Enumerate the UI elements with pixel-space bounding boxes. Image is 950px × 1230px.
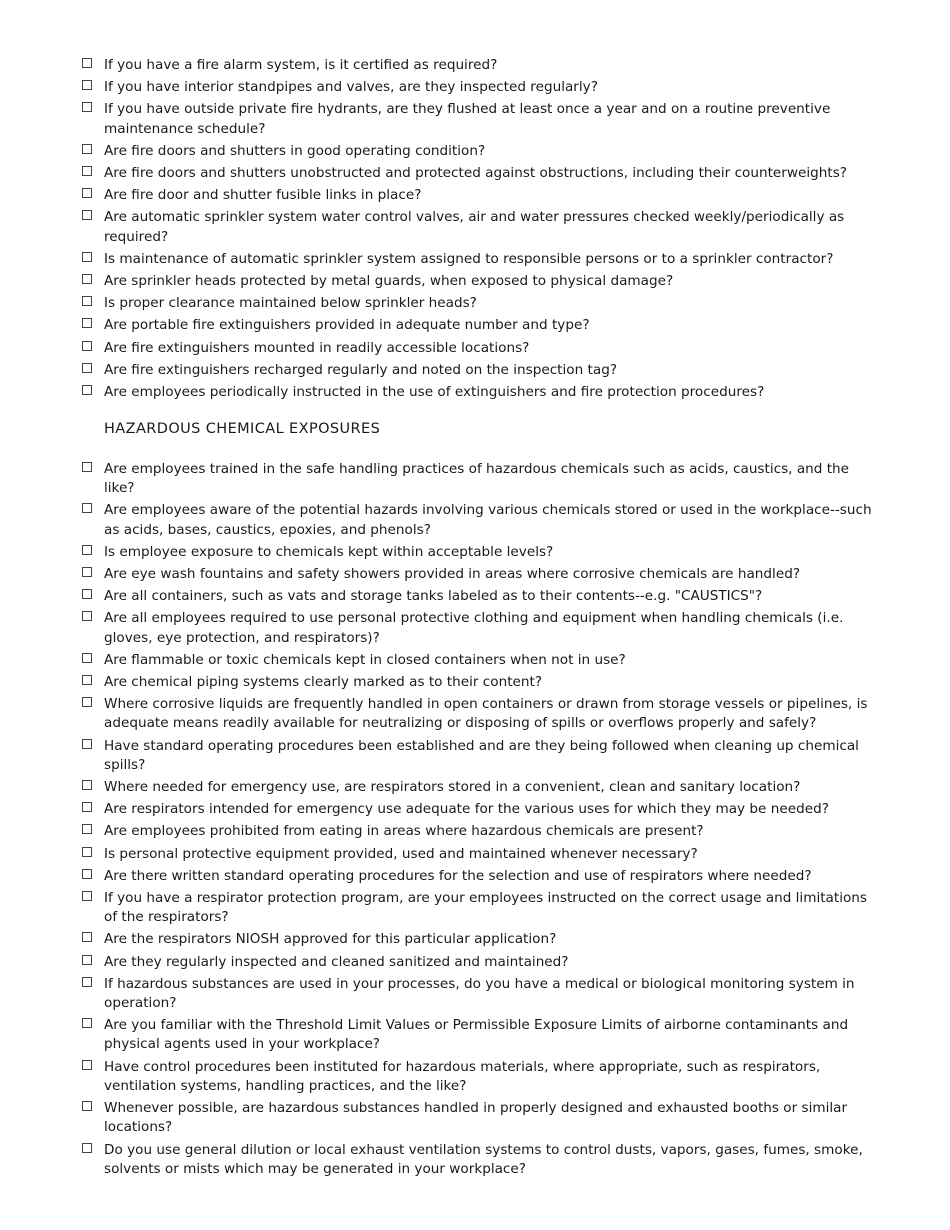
checkbox[interactable] <box>82 144 92 154</box>
checkbox[interactable] <box>82 58 92 68</box>
checkbox[interactable] <box>82 274 92 284</box>
checkbox[interactable] <box>82 210 92 220</box>
fire-protection-checklist <box>82 56 872 405</box>
checklist-item-text: Are flammable or toxic chemicals kept in closed containers when not in use? <box>104 651 626 668</box>
checklist-item-text: Is personal protective equipment provided, used and maintained whenever necessary? <box>104 845 698 862</box>
checklist-item-text: If hazardous substances are used in your processes, do you have a medical or biological monitoring system in operation? <box>104 975 855 1012</box>
checkbox[interactable] <box>82 503 92 513</box>
checklist-item-text: Are employees trained in the safe handling practices of hazardous chemicals such as acids, caustics, and the like? <box>104 461 850 497</box>
checklist-item-text: If you have a fire alarm system, is it certified as required? <box>104 57 498 73</box>
checkbox[interactable] <box>82 891 92 901</box>
checklist-item-text: Are fire doors and shutters unobstructed and protected against obstructions, including their counterweights? <box>104 165 848 182</box>
checkbox[interactable] <box>82 80 92 90</box>
checkbox[interactable] <box>82 385 92 395</box>
section-heading: HAZARDOUS CHEMICAL EXPOSURES <box>104 421 381 437</box>
checkbox[interactable] <box>82 188 92 198</box>
checkbox[interactable] <box>82 802 92 812</box>
checkbox[interactable] <box>82 318 92 328</box>
checklist-item-text: Is proper clearance maintained below sprinkler heads? <box>104 295 477 312</box>
checkbox[interactable] <box>82 363 92 373</box>
checkbox[interactable] <box>82 824 92 834</box>
checklist-item <box>82 339 872 358</box>
checklist-item-text: Are all employees required to use personal protective clothing and equipment when handling chemicals (i.e. gloves, eye protection, and respirators)? <box>104 610 844 646</box>
checklist-item-text: Are all containers, such as vats and storage tanks labeled as to their contents--e.g. "CAUSTICS"? <box>104 588 763 605</box>
checklist-item <box>82 651 872 670</box>
checklist-item <box>82 186 872 205</box>
checkbox[interactable] <box>82 462 92 472</box>
checklist-item <box>82 930 872 949</box>
checklist-item <box>82 867 872 886</box>
checkbox[interactable] <box>82 697 92 707</box>
checklist-item <box>82 778 872 797</box>
checklist-item <box>82 673 872 692</box>
checklist-item <box>82 1016 872 1054</box>
checklist-item <box>82 208 872 246</box>
checklist-item-text: Are the respirators NIOSH approved for this particular application? <box>104 931 557 948</box>
checklist-item-text: Are chemical piping systems clearly marked as to their content? <box>104 674 543 691</box>
checklist-item <box>82 56 872 75</box>
checkbox[interactable] <box>82 780 92 790</box>
checklist-item <box>82 587 872 606</box>
checklist-item <box>82 1099 872 1137</box>
checklist-item <box>82 383 872 402</box>
checkbox[interactable] <box>82 1143 92 1153</box>
checklist-item <box>82 953 872 972</box>
checklist-item-text: If you have interior standpipes and valves, are they inspected regularly? <box>104 79 598 96</box>
checkbox[interactable] <box>82 102 92 112</box>
checklist-item <box>82 609 872 647</box>
checkbox[interactable] <box>82 341 92 351</box>
checklist-item-text: Are they regularly inspected and cleaned sanitized and maintained? <box>104 953 569 970</box>
checklist-item-text: Are sprinkler heads protected by metal guards, when exposed to physical damage? <box>104 273 674 290</box>
checkbox[interactable] <box>82 653 92 663</box>
checklist-item-text: Where needed for emergency use, are respirators stored in a convenient, clean and sanitary location? <box>104 779 801 796</box>
checklist-item-text: Where corrosive liquids are frequently handled in open containers or drawn from storage vessels or pipelines, is adequate means readily available for neutralizing or disposing of spills or overflows properly and safely? <box>104 696 868 732</box>
checklist-item-text: Whenever possible, are hazardous substances handled in properly designed and exhausted booths or similar locations? <box>104 1100 848 1136</box>
checklist-item <box>82 164 872 183</box>
checkbox[interactable] <box>82 847 92 857</box>
checkbox[interactable] <box>82 1101 92 1111</box>
checklist-item <box>82 543 872 562</box>
checkbox[interactable] <box>82 1018 92 1028</box>
checklist-item-text: If you have outside private fire hydrants, are they flushed at least once a year and on a routine preventive maintenance schedule? <box>104 101 831 137</box>
checkbox[interactable] <box>82 296 92 306</box>
checklist-item <box>82 1141 872 1179</box>
checkbox[interactable] <box>82 567 92 577</box>
checklist-item <box>82 142 872 161</box>
checklist-item-text: Are eye wash fountains and safety showers provided in areas where corrosive chemicals are handled? <box>104 566 801 583</box>
checklist-item <box>82 294 872 313</box>
checklist-item <box>82 889 872 927</box>
checklist-item-text: Are employees prohibited from eating in areas where hazardous chemicals are present? <box>104 823 704 840</box>
checklist-item <box>82 361 872 380</box>
checklist-item <box>82 695 872 733</box>
checklist-item <box>82 78 872 97</box>
checklist-item-text: Are fire door and shutter fusible links in place? <box>104 187 422 204</box>
checklist-item-text: Is employee exposure to chemicals kept within acceptable levels? <box>104 543 554 560</box>
checklist-item <box>82 250 872 269</box>
checklist-item-text: Are portable fire extinguishers provided in adequate number and type? <box>104 317 590 334</box>
checklist-item-text: Are employees periodically instructed in the use of extinguishers and fire protection procedures? <box>104 384 765 401</box>
checkbox[interactable] <box>82 545 92 555</box>
checklist-item <box>82 845 872 864</box>
checkbox[interactable] <box>82 1060 92 1070</box>
checklist-item-text: Are fire doors and shutters in good operating condition? <box>104 142 486 159</box>
checklist-item <box>82 100 872 138</box>
checkbox[interactable] <box>82 932 92 942</box>
checkbox[interactable] <box>82 589 92 599</box>
checkbox[interactable] <box>82 977 92 987</box>
checkbox[interactable] <box>82 611 92 621</box>
checklist-item-text: Have control procedures been instituted for hazardous materials, where appropriate, such as respirators, ventilation systems, handling practices, and the like? <box>104 1058 821 1094</box>
checkbox[interactable] <box>82 869 92 879</box>
checklist-item-text: Are employees aware of the potential hazards involving various chemicals stored or used in the workplace--such as acids, bases, caustics, epoxies, and phenols? <box>104 502 872 538</box>
checkbox[interactable] <box>82 955 92 965</box>
checkbox[interactable] <box>82 739 92 749</box>
checklist-item <box>82 460 872 498</box>
checklist-item <box>82 565 872 584</box>
checklist-item-text: Is maintenance of automatic sprinkler system assigned to responsible persons or to a sprinkler contractor? <box>104 250 834 267</box>
checklist-item-text: If you have a respirator protection program, are your employees instructed on the correct usage and limitations of the respirators? <box>104 890 868 926</box>
checklist-item <box>82 1058 872 1096</box>
checklist-item <box>82 737 872 775</box>
checklist-item-text: Are fire extinguishers mounted in readily accessible locations? <box>104 339 530 356</box>
checkbox[interactable] <box>82 675 92 685</box>
checklist-item <box>82 316 872 335</box>
checklist-item <box>82 501 872 539</box>
checklist-item-text: Are there written standard operating procedures for the selection and use of respirators where needed? <box>104 867 812 884</box>
checklist-item-text: Are respirators intended for emergency use adequate for the various uses for which they may be needed? <box>104 801 829 818</box>
checklist-item <box>82 975 872 1013</box>
checkbox[interactable] <box>82 252 92 262</box>
checklist-item-text: Are fire extinguishers recharged regularly and noted on the inspection tag? <box>104 361 618 378</box>
checklist-item <box>82 822 872 841</box>
checklist-item-text: Have standard operating procedures been established and are they being followed when cleaning up chemical spills? <box>104 737 859 773</box>
checklist-item-text: Are automatic sprinkler system water control valves, air and water pressures checked weekly/periodically as required? <box>104 209 845 245</box>
checklist-item-text: Are you familiar with the Threshold Limit Values or Permissible Exposure Limits of airborne contaminants and physical agents used in your workplace? <box>104 1017 849 1053</box>
checklist-item <box>82 800 872 819</box>
checklist-item-text: Do you use general dilution or local exhaust ventilation systems to control dusts, vapors, gases, fumes, smoke, solvents or mists which may be generated in your workplace? <box>104 1141 863 1177</box>
checklist-item <box>82 272 872 291</box>
checkbox[interactable] <box>82 166 92 176</box>
hazardous-chemical-checklist <box>82 460 872 1182</box>
